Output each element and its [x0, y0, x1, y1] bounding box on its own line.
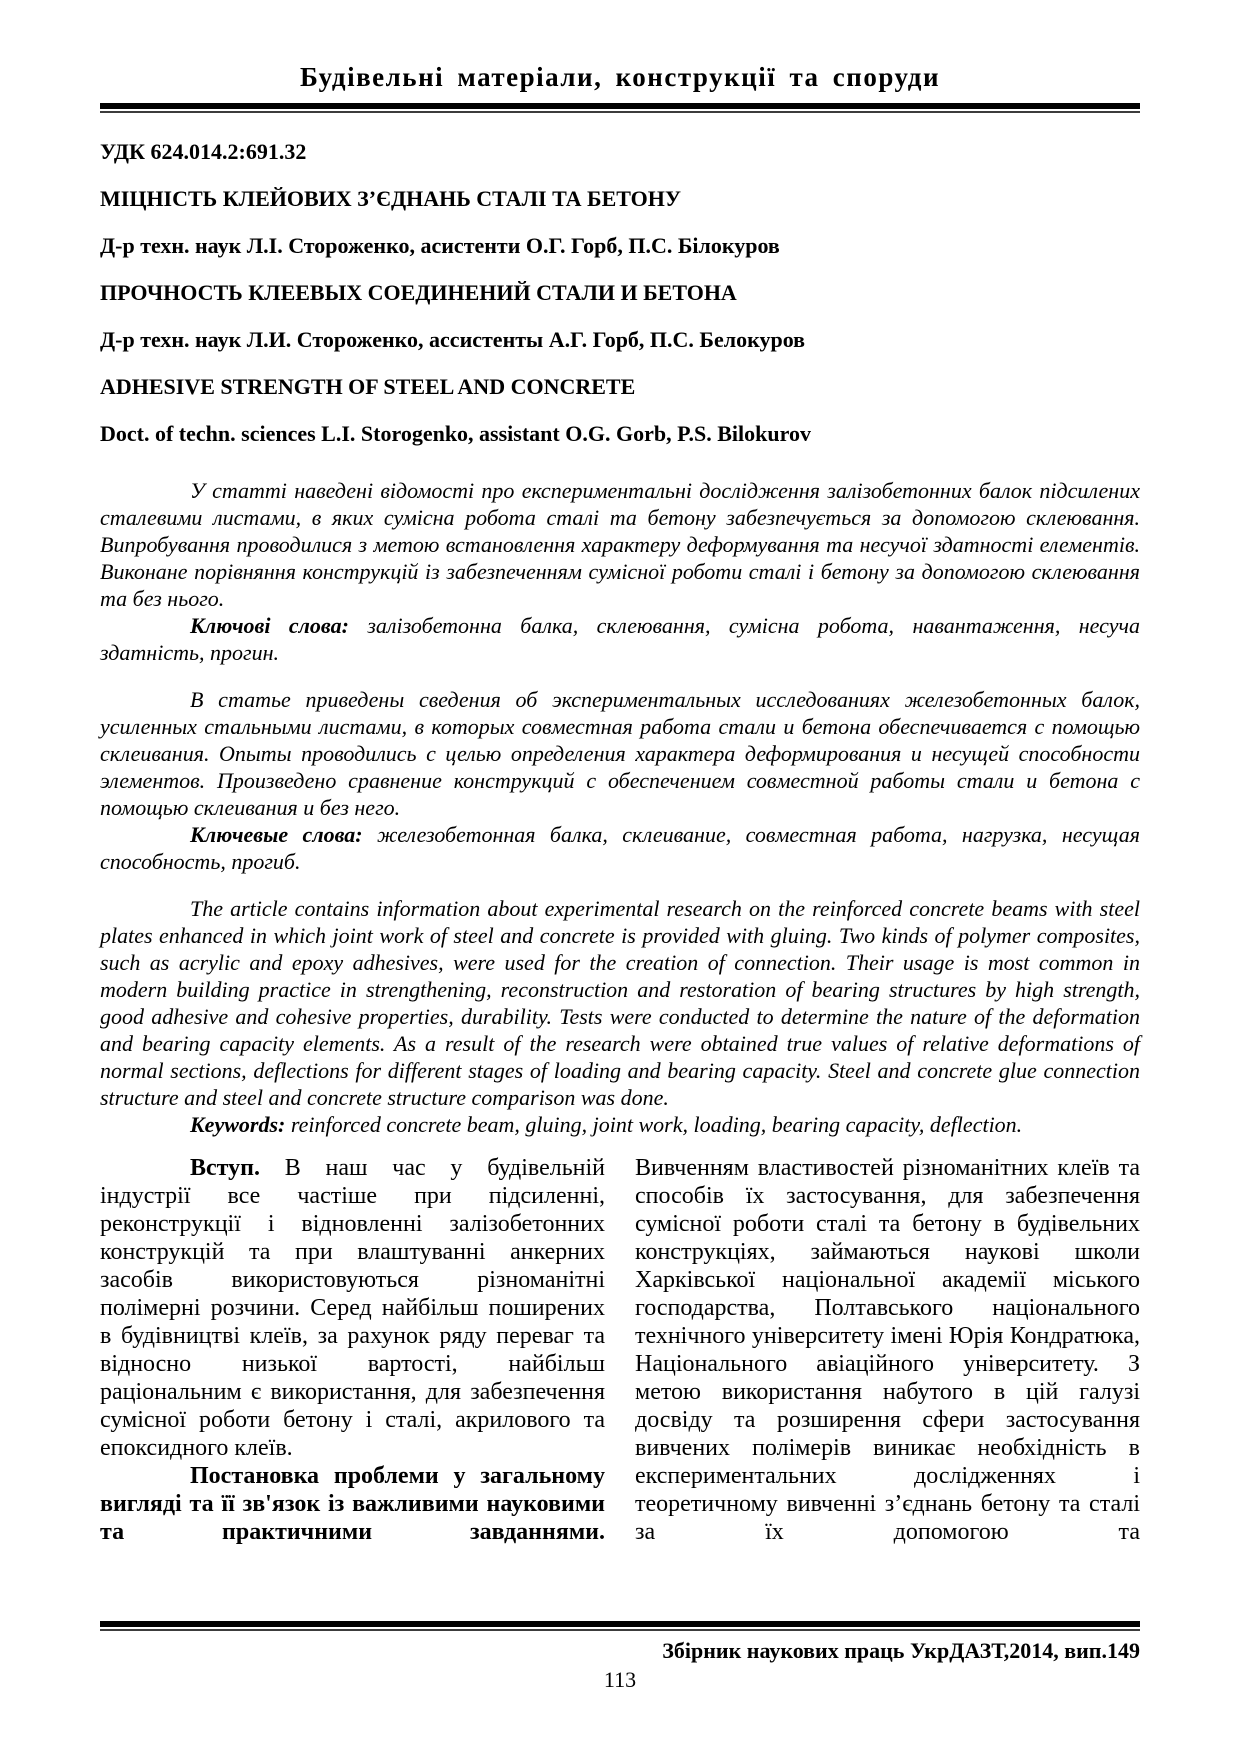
running-head-title: Будівельні матеріали, конструкції та споруди	[299, 62, 941, 92]
page-content	[100, 0, 1140, 1546]
keywords-uk	[100, 612, 1140, 666]
keywords-ru-label: Ключевые слова:	[190, 822, 378, 847]
header-rule-thin	[100, 111, 1140, 113]
intro-paragraph	[100, 1154, 605, 1462]
keywords-uk-list: залізобетонна балка, склеювання, сумісна робота, навантаження, несуча здатність, прогин.	[100, 613, 1141, 665]
article-title-ru: ПРОЧНОСТЬ КЛЕЕВЫХ СОЕДИНЕНИЙ СТАЛИ И БЕТОНА	[100, 280, 737, 305]
article-authors-ru: Д-р техн. наук Л.И. Стороженко, ассистенты А.Г. Горб, П.С. Белокуров	[100, 327, 806, 352]
left-column	[100, 1154, 605, 1546]
article-authors-en: Doct. of techn. sciences L.I. Storogenko, assistant O.G. Gorb, P.S. Bilokurov	[100, 421, 811, 446]
footer-rule	[100, 1621, 1140, 1631]
footer-rule-thin	[100, 1629, 1140, 1631]
header-rule	[100, 103, 1140, 113]
abstract-en	[100, 895, 1140, 1138]
two-column-body	[100, 1154, 1140, 1546]
abstract-uk	[100, 477, 1140, 666]
abstract-en-text: The article contains information about experimental research on the reinforced concrete beams with steel plates enhanced in which joint work of steel and concrete is provided with gluing. Two kinds of polymer composites, such as acrylic and epoxy adhesives, were used for the creation of connection. Their usage is most common in modern building practice in strengthening, reconstruction and restoration of bearing structures by high strength, good adhesive and cohesive properties, durability. Tests were conducted to determine the nature of the deformation and bearing capacity elements. As a result of the research were obtained true values of relative deformations of normal sections, deflections for different stages of loading and bearing capacity. Steel and concrete glue connection structure and steel and concrete structure comparison was done.	[100, 896, 1140, 1110]
article-authors-uk: Д-р техн. наук Л.І. Стороженко, асистенти О.Г. Горб, П.С. Білокуров	[100, 233, 780, 258]
article-title-en: ADHESIVE STRENGTH OF STEEL AND CONCRETE	[100, 374, 636, 399]
abstract-ru-text: В статье приведены сведения об экспериментальных исследованиях железобетонных балок, усиленных стальными листами, в которых совместная работа стали и бетона обеспечивается с помощью склеивания. Опыты проводились с целью определения характера деформирования и несущей способности элементов. Произведено сравнение конструкций с обеспечением совместной работы стали и бетона с помощью склеивания и без него.	[100, 687, 1140, 820]
keywords-en	[100, 1111, 1140, 1138]
abstract-ru	[100, 686, 1140, 875]
footer-journal-title: Збірник наукових праць УкрДАЗТ,2014, вип.149	[662, 1638, 1140, 1663]
keywords-ru	[100, 821, 1140, 875]
keywords-en-list: reinforced concrete beam, gluing, joint work, loading, bearing capacity, deflection.	[290, 1112, 1023, 1137]
right-column	[635, 1154, 1140, 1546]
problem-statement-heading: Постановка проблеми у загальному вигляді та її зв'язок із важливими науковими та практичними завданнями.	[100, 1463, 605, 1545]
page-number: 113	[603, 1667, 637, 1692]
udc-number: УДК 624.014.2:691.32	[100, 139, 307, 164]
page-footer	[100, 1612, 1140, 1693]
header-rule-thick	[100, 103, 1140, 109]
article-title-uk: МІЦНІСТЬ КЛЕЙОВИХ З’ЄДНАНЬ СТАЛІ ТА БЕТОНУ	[100, 186, 682, 211]
keywords-uk-label: Ключові слова:	[190, 613, 368, 638]
abstract-uk-text: У статті наведені відомості про експериментальні дослідження залізобетонних балок підсилених сталевими листами, в яких сумісна робота сталі та бетону забезпечується за допомогою склеювання. Випробування проводилися з метою встановлення характеру деформування та несучої здатності елементів. Виконане порівняння конструкцій із забезпеченням сумісної роботи сталі і бетону за допомогою склеювання та без нього.	[100, 478, 1140, 611]
keywords-ru-list: железобетонная балка, склеивание, совместная работа, нагрузка, несущая способность, прогиб.	[100, 822, 1140, 874]
footer-rule-thick	[100, 1621, 1140, 1627]
right-column-paragraph: Вивченням властивостей різноманітних клеїв та способів їх застосування, для забезпечення сумісної роботи сталі та бетону в будівельних конструкціях, займаються наукові школи Харківської національної академії міського господарства, Полтавського національного технічного університету імені Юрія Кондратюка, Національного авіаційного університету. З метою використання набутого в цій галузі досвіду та розширення сфери застосування вивчених полімерів виникає необхідність в експериментальних дослідженнях і теоретичному вивченні з’єднань бетону та сталі за їх допомогою та	[635, 1155, 1140, 1545]
intro-lead: Вступ.	[190, 1155, 285, 1181]
intro-text: В наш час у будівельній індустрії все частіше при підсиленні, реконструкції і відновленні залізобетонних конструкцій та при влаштуванні анкерних засобів використовуються різноманітні полімерні розчини. Серед найбільш поширених в будівництві клеїв, за рахунок ряду переваг та відносно низької вартості, найбільш раціональним є використання, для забезпечення сумісної роботи бетону і сталі, акрилового та епоксидного клеїв.	[100, 1155, 605, 1461]
keywords-en-label: Keywords:	[190, 1112, 291, 1137]
